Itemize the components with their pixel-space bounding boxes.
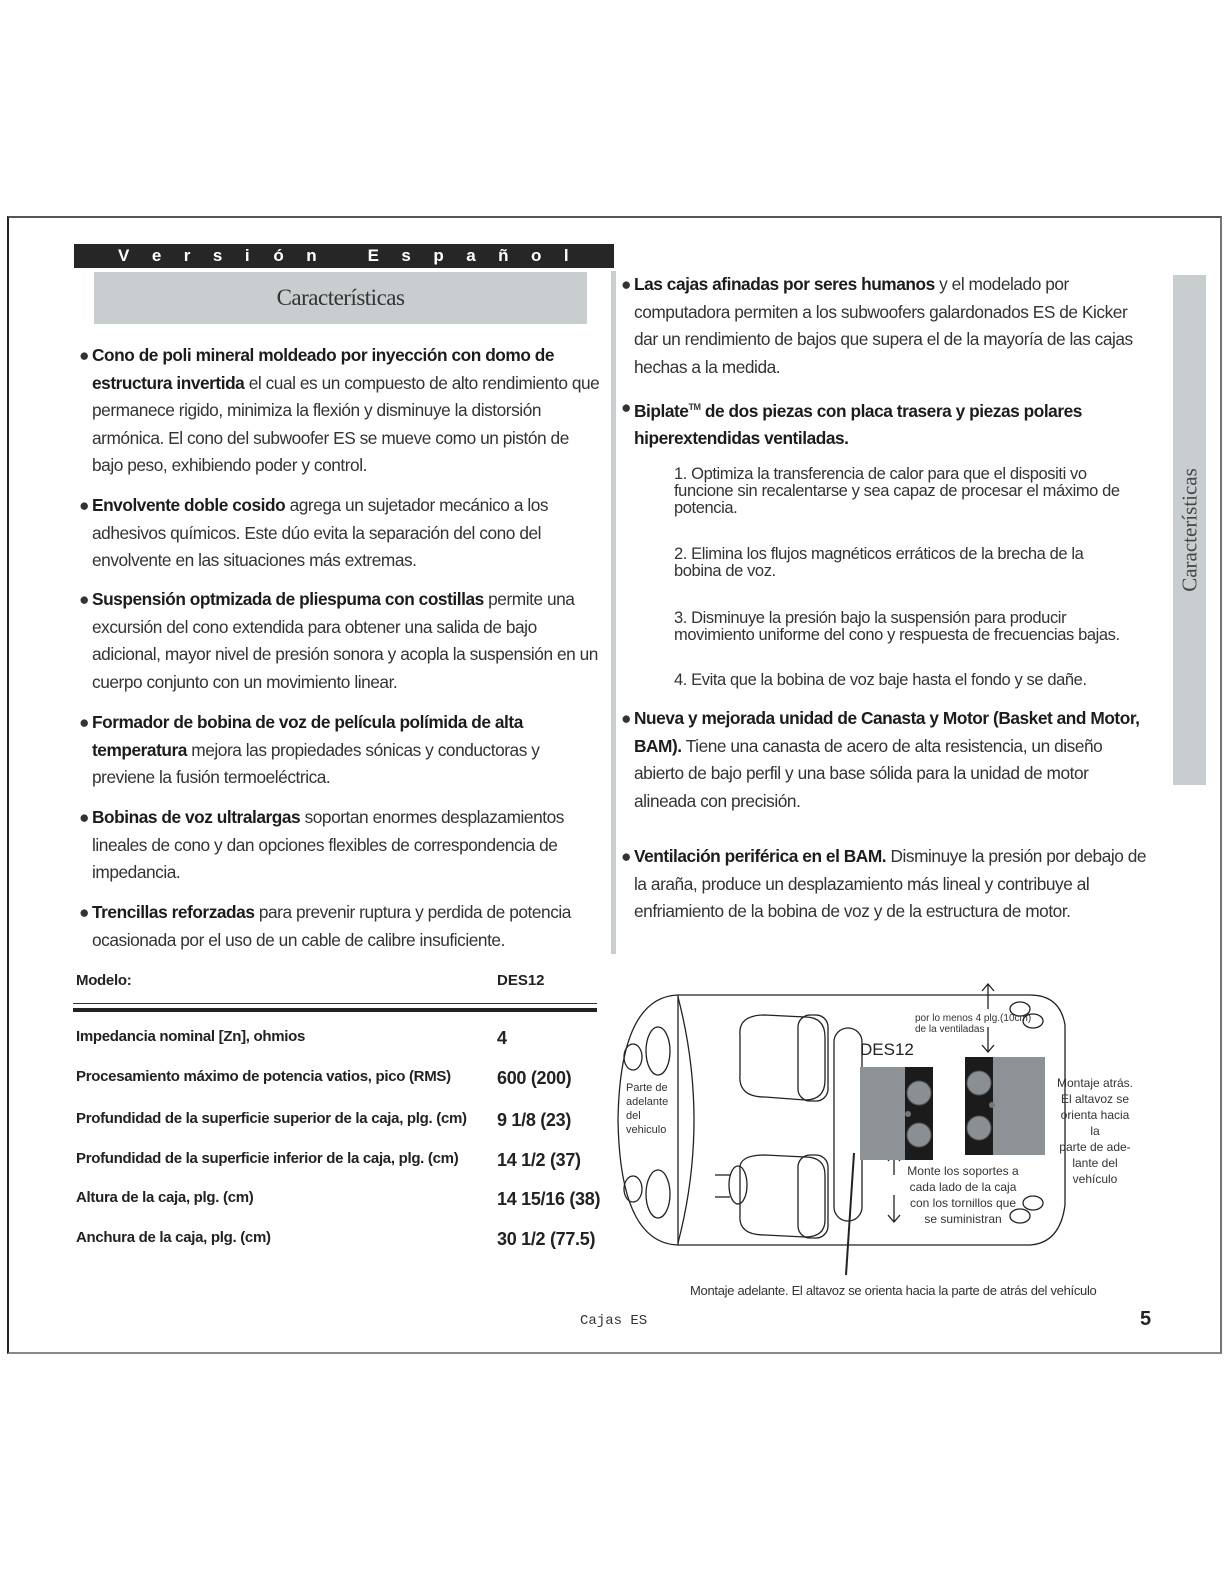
bullet-icon: ●: [79, 712, 89, 732]
spec-label: Impedancia nominal [Zn], ohmios: [76, 1028, 306, 1045]
spec-label: Procesamiento máximo de potencia vatios, pico (RMS): [76, 1068, 451, 1085]
page-number: 5: [1140, 1308, 1152, 1330]
rear-mount-line: El altavoz se: [1060, 1092, 1130, 1106]
speaker-box-front: [860, 1067, 933, 1160]
version-letter: ñ: [498, 246, 509, 265]
version-letter: o: [531, 246, 542, 265]
biplate-item: 4. Evita que la bobina de voz baje hasta el fondo y se dañe.: [674, 671, 1087, 689]
feature-item: [621, 705, 1146, 815]
rear-mount-line: lante del: [1072, 1156, 1118, 1170]
spec-value: 14 1/2 (37): [497, 1150, 581, 1170]
biplate-item: 2. Elimina los flujos magnéticos erráticos de la brecha de la bobina de voz.: [674, 545, 1084, 580]
bracket-note-line: cada lado de la caja: [909, 1180, 1017, 1194]
version-letter: V: [118, 246, 130, 265]
spec-label: Anchura de la caja, plg. (cm): [76, 1229, 271, 1246]
spec-divider-thin: [73, 1003, 597, 1004]
bullet-icon: ●: [621, 274, 631, 294]
front-label-line: del: [626, 1110, 641, 1122]
front-label-line: vehiculo: [626, 1124, 667, 1136]
biplate-item: 3. Disminuye la presión bajo la suspensión para producir movimiento uniforme del cono y respuesta de frecuencias bajas.: [674, 609, 1120, 644]
side-tab-label: Características: [1177, 468, 1201, 592]
feature-bold: Bobinas de voz ultralargas: [92, 807, 301, 827]
headlight-left: [624, 1044, 642, 1070]
spec-label: Altura de la caja, plg. (cm): [76, 1189, 254, 1206]
spec-header-value: DES12: [497, 972, 545, 989]
bullet-icon: ●: [79, 902, 89, 922]
version-letter: a: [466, 246, 476, 265]
rear-mount-line: orienta hacia la: [1060, 1108, 1130, 1138]
feature-bold: Ventilación periférica en el BAM.: [634, 846, 887, 866]
version-letter: p: [433, 246, 444, 265]
version-letter: l: [563, 246, 569, 265]
feature-text: Tiene una canasta de acero de alta resistencia, un diseño abierto de bajo perfil y una base sólida para la unidad de motor alineada con precisión.: [634, 735, 1103, 811]
rear-mount-note: [1055, 1075, 1135, 1187]
side-tab: [1173, 275, 1206, 785]
wheel-front-right: [646, 1170, 670, 1218]
version-banner: [74, 244, 614, 268]
bracket-note: [898, 1163, 1028, 1227]
model-label: DES12: [860, 1040, 914, 1059]
feature-text: permite una excursión del cono extendida para obtener una salida de bajo adicional, mayor nivel de presión sonora y acopla la suspensión en un cuerpo conjunto con un movimiento linear.: [92, 589, 598, 692]
feature-bold: Biplate: [634, 400, 689, 421]
feature-text: para prevenir ruptura y perdida de potencia ocasionada por el uso de un cable de calibre insuficiente.: [92, 902, 571, 950]
feature-text: y el modelado por computadora permiten a los subwoofers galardonados ES de Kicker dar un rendimiento de bajos que supera el de la mayoría de las cajas hechas a la medida.: [634, 274, 1133, 377]
section-title: Características: [276, 285, 405, 310]
feature-text: soportan enormes desplazamientos lineales de cono y dan opciones flexibles de correspondencia de impedancia.: [92, 807, 564, 882]
feature-item: [79, 586, 602, 696]
front-label-line: adelante: [626, 1096, 669, 1108]
rear-mount-line: parte de ade-: [1059, 1140, 1131, 1154]
version-letter: n: [306, 246, 317, 265]
feature-item: [621, 271, 1144, 381]
version-letter: ó: [273, 246, 284, 265]
front-mount-caption: Montaje adelante. El altavoz se orienta hacia la parte de atrás del vehículo: [690, 1283, 1097, 1298]
biplate-item: 1. Optimiza la transferencia de calor para que el dispositi vo funcione sin recalentarse y sea capaz de procesar el máximo de potencia.: [674, 465, 1120, 517]
version-letters: [74, 244, 614, 268]
bracket-note-line: con los tornillos que: [909, 1196, 1017, 1210]
seat-front-right: [740, 1155, 825, 1237]
version-letter: [339, 244, 345, 268]
footer-title: Cajas ES: [580, 1313, 648, 1329]
spec-value: 9 1/8 (23): [497, 1110, 572, 1130]
feature-bold: Envolvente doble cosido: [92, 495, 286, 515]
version-letter: E: [367, 246, 379, 265]
wheel-front-left: [646, 1027, 670, 1075]
rear-bench: [834, 1028, 862, 1221]
feature-bold: Formador de bobina de voz de película polímida de alta temperatura: [92, 712, 523, 760]
feature-item: [79, 804, 602, 887]
bullet-icon: ●: [79, 345, 89, 365]
steering-wheel: [729, 1166, 747, 1204]
spec-value: 600 (200): [497, 1068, 572, 1088]
feature-bold: Trencillas reforzadas: [92, 902, 255, 922]
version-letter: s: [401, 246, 411, 265]
bracket-note-line: Monte los soportes a: [907, 1164, 1019, 1178]
feature-item: [79, 899, 602, 954]
version-letter: r: [183, 246, 191, 265]
feature-item: [621, 843, 1149, 926]
feature-item: [621, 394, 1144, 453]
feature-item: [79, 492, 602, 575]
feature-bold: de dos piezas con placa trasera y piezas polares hiperextendidas ventiladas.: [634, 400, 1082, 449]
bullet-icon: ●: [79, 589, 89, 609]
bullet-icon: ●: [79, 495, 89, 515]
rear-mount-line: Montaje atrás.: [1056, 1076, 1134, 1090]
bullet-icon: ●: [79, 807, 89, 827]
feature-item: [79, 342, 602, 480]
headlight-right: [624, 1176, 642, 1202]
feature-bold: Las cajas afinadas por seres humanos: [634, 274, 935, 294]
leader-line: [846, 1153, 854, 1275]
bracket-note-line: se suministran: [924, 1212, 1002, 1226]
vent-note-line: de la ventiladas: [915, 1024, 985, 1035]
column-divider: [611, 271, 616, 954]
section-title-box: [94, 272, 587, 324]
feature-item: [79, 709, 602, 792]
spec-header-label: Modelo:: [76, 972, 132, 989]
bullet-icon: ●: [621, 708, 631, 728]
version-letter: e: [151, 246, 162, 265]
front-label: [626, 1081, 681, 1137]
trademark-mark: TM: [688, 402, 701, 412]
feature-text: mejora las propiedades sónicas y conductoras y previene la fusión termoeléctrica.: [92, 739, 540, 787]
bullet-icon: ●: [621, 397, 631, 417]
feature-bold: Cono de poli mineral moldeado por inyección con domo de estructura invertida: [92, 345, 555, 393]
version-letter: s: [212, 246, 223, 265]
feature-text: Disminuye la presión por debajo de la araña, produce un desplazamiento más lineal y contribuye al enfriamiento de la bobina de voz y de la estructura de motor.: [634, 846, 1147, 921]
version-letter: i: [244, 246, 250, 265]
rear-mount-line: vehículo: [1072, 1172, 1118, 1186]
feature-bold: Suspensión optmizada de pliespuma con costillas: [92, 589, 484, 609]
bullet-icon: ●: [621, 846, 631, 866]
feature-bold: Nueva y mejorada unidad de Canasta y Motor (Basket and Motor, BAM).: [634, 708, 1140, 756]
spec-divider-thick: [73, 1008, 597, 1012]
spec-value: 14 15/16 (38): [497, 1189, 601, 1209]
front-label-line: Parte de: [626, 1082, 668, 1094]
speaker-box-rear: [965, 1057, 1045, 1155]
spec-value: 30 1/2 (77.5): [497, 1229, 596, 1249]
spec-value: 4: [497, 1028, 507, 1048]
vent-note: [915, 1013, 1031, 1035]
vent-note-line: por lo menos 4 plg.(10cm): [915, 1013, 1032, 1024]
seat-front-left: [740, 1015, 825, 1100]
spec-label: Profundidad de la superficie superior de la caja, plg. (cm): [76, 1110, 467, 1127]
spec-label: Profundidad de la superficie inferior de la caja, plg. (cm): [76, 1150, 459, 1167]
feature-text: agrega un sujetador mecánico a los adhesivos químicos. Este dúo evita la separación del cono del envolvente en las situaciones más extremas.: [92, 495, 549, 570]
feature-text: el cual es un compuesto de alto rendimiento que permanece rigido, minimiza la flexión y disminuye la distorsión armónica. El cono del subwoofer ES se mueve como un pistón de bajo peso, exhibiendo poder y control.: [92, 372, 600, 475]
